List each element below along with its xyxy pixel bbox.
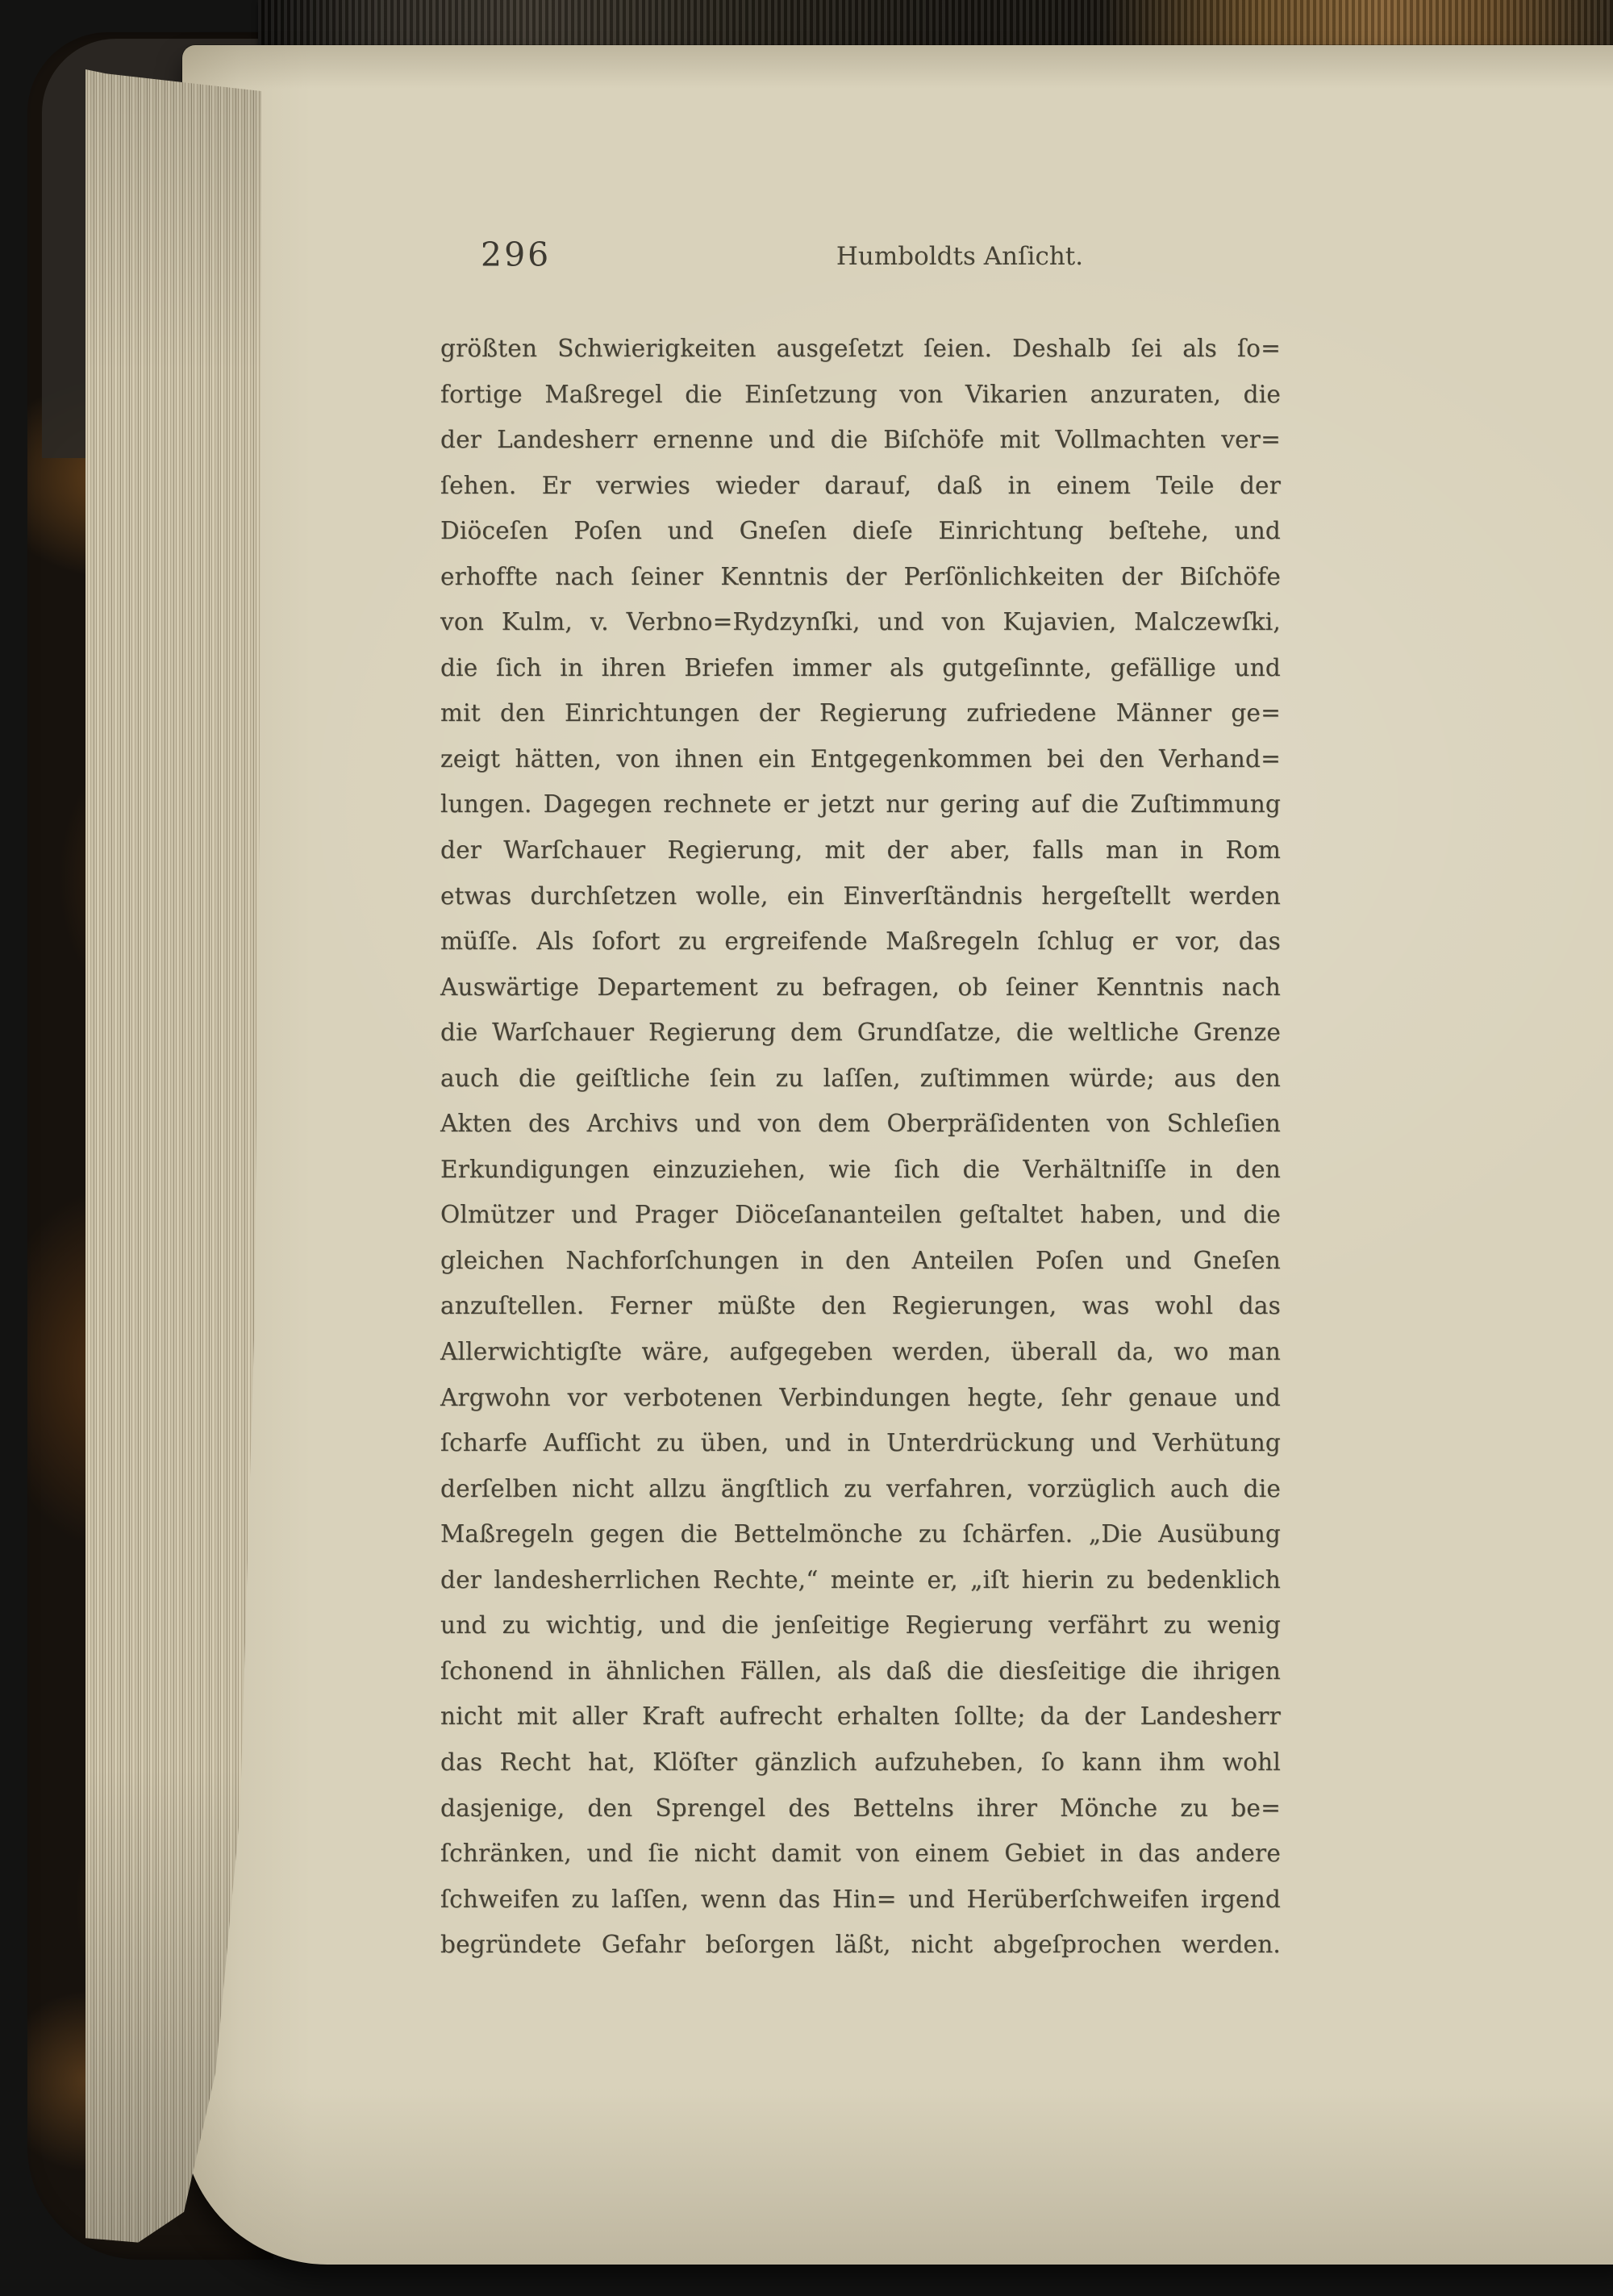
text-line: derſelben nicht allzu ängſtlich zu verfahren, vorzüglich auch die [440, 1474, 1281, 1502]
text-line: Akten des Archivs und von dem Oberpräſidenten von Schleſien [440, 1110, 1281, 1138]
text-line: anzuſtellen. Ferner müßte den Regierungen, was wohl das [440, 1292, 1281, 1320]
text-line: begründete Gefahr beſorgen läßt, nicht abgeſprochen werden. [440, 1931, 1281, 1959]
text-line: Auswärtige Departement zu befragen, ob ſeiner Kenntnis nach [440, 973, 1281, 1001]
text-line: und zu wichtig, und die jenſeitige Regierung verfährt zu wenig [440, 1611, 1281, 1640]
text-line: lungen. Dagegen rechnete er jetzt nur gering auf die Zuſtimmung [440, 790, 1281, 819]
text-line: Olmützer und Prager Diöceſananteilen geſtaltet haben, und die [440, 1201, 1281, 1229]
text-line: Argwohn vor verbotenen Verbindungen hegte, ſehr genaue und [440, 1383, 1281, 1411]
text-line: zeigt hätten, von ihnen ein Entgegenkommen bei den Verhand= [440, 744, 1281, 773]
text-line: das Recht hat, Klöſter gänzlich aufzuheben, ſo kann ihm wohl [440, 1748, 1281, 1776]
page-number: 296 [481, 235, 552, 274]
body-text [440, 326, 1281, 1968]
text-line: müſſe. Als ſofort zu ergreifende Maßregeln ſchlug er vor, das [440, 927, 1281, 956]
text-line: Erkundigungen einzuziehen, wie ſich die Verhältniſſe in den [440, 1155, 1281, 1183]
text-line: die Warſchauer Regierung dem Grundſatze, die weltliche Grenze [440, 1019, 1281, 1047]
text-line: ſcharfe Aufſicht zu üben, und in Unterdrückung und Verhütung [440, 1429, 1281, 1457]
text-line: die ſich in ihren Briefen immer als gutgeſinnte, gefällige und [440, 653, 1281, 681]
text-line: auch die geiſtliche ſein zu laſſen, zuſtimmen würde; aus den [440, 1064, 1281, 1092]
text-line: gleichen Nachforſchungen in den Anteilen Poſen und Gneſen [440, 1246, 1281, 1274]
text-line: ſchonend in ähnlichen Fällen, als daß die diesſeitige die ihrigen [440, 1656, 1281, 1685]
text-line: etwas durchſetzen wolle, ein Einverſtändnis hergeſtellt werden [440, 881, 1281, 910]
text-line: ſehen. Er verwies wieder darauf, daß in einem Teile der [440, 471, 1281, 499]
text-line: dasjenige, den Sprengel des Bettelns ihrer Mönche zu be= [440, 1794, 1281, 1822]
text-line: der Warſchauer Regierung, mit der aber, falls man in Rom [440, 836, 1281, 865]
text-line: ſchweifen zu laſſen, wenn das Hin= und Herüberſchweifen irgend [440, 1885, 1281, 1913]
text-line: erhoffte nach ſeiner Kenntnis der Perſönlichkeiten der Biſchöfe [440, 562, 1281, 590]
text-line: der Landesherr ernenne und die Biſchöfe mit Vollmachten ver= [440, 426, 1281, 454]
text-line: Allerwichtigſte wäre, aufgegeben werden, überall da, wo man [440, 1338, 1281, 1366]
text-line: von Kulm, v. Verbno=Rydzynſki, und von Kujavien, Malczewſki, [440, 608, 1281, 636]
text-line: mit den Einrichtungen der Regierung zufriedene Männer ge= [440, 699, 1281, 727]
text-line: größten Schwierigkeiten ausgeſetzt ſeien. Deshalb ſei als ſo= [440, 335, 1281, 362]
running-header: Humboldts Anſicht. [836, 242, 1084, 271]
text-line: nicht mit aller Kraft aufrecht erhalten ſollte; da der Landesherr [440, 1702, 1281, 1731]
text-line: fortige Maßregel die Einſetzung von Vikarien anzuraten, die [440, 380, 1281, 408]
text-line: ſchränken, und ſie nicht damit von einem Gebiet in das andere [440, 1840, 1281, 1868]
text-line: der landesherrlichen Rechte,“ meinte er, „iſt hierin zu bedenklich [440, 1565, 1281, 1594]
text-line: Diöceſen Poſen und Gneſen dieſe Einrichtung beſtehe, und [440, 517, 1281, 545]
text-line: Maßregeln gegen die Bettelmönche zu ſchärfen. „Die Ausübung [440, 1520, 1281, 1548]
